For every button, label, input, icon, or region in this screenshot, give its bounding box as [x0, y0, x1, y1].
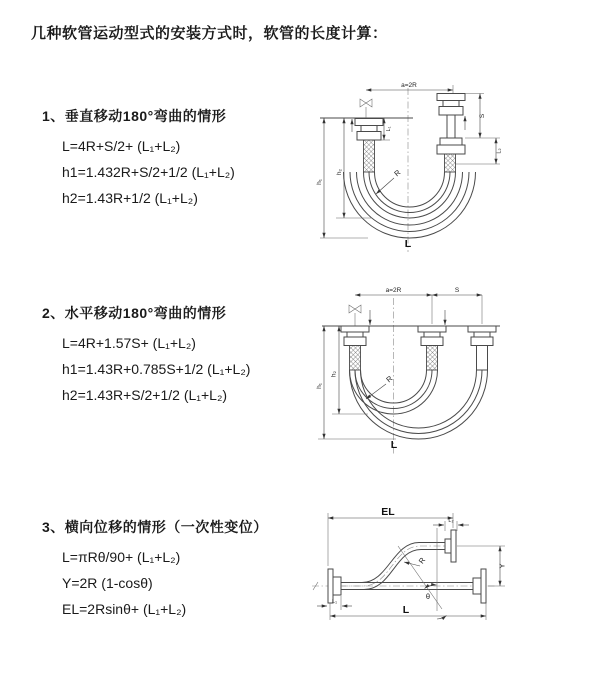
diagram-horizontal-180-bend — [308, 282, 600, 462]
diagram-vertical-180-bend — [310, 72, 590, 257]
dim-s — [432, 287, 482, 295]
dim-label-s: S — [454, 287, 460, 294]
braided-hose-section — [350, 346, 361, 371]
formula-h2: h2=1.43R+S/2+1/2 (L₁+L₂) — [62, 387, 228, 403]
radius-label: R — [384, 373, 395, 385]
right-flanged-pipe — [468, 326, 496, 370]
dim-label-h1: h₁ — [316, 383, 323, 389]
dim-label-l1: L₁ — [332, 599, 337, 605]
formula-length: L=4R+1.57S+ (L₁+L₂) — [62, 335, 196, 351]
dim-label-h2: h₂ — [330, 370, 338, 378]
section-3-formulas — [62, 544, 317, 622]
hose-u-bend-position-2 — [344, 172, 476, 238]
section-vertical-180 — [42, 106, 317, 211]
dim-el — [328, 506, 453, 566]
dim-label-s: S — [479, 113, 486, 119]
dim-s — [465, 94, 500, 139]
formula-length: L=4R+S/2+ (L₁+L₂) — [62, 138, 181, 154]
diagram-lateral-displacement — [300, 498, 600, 663]
left-flanged-pipe — [341, 326, 369, 370]
angle-label: θ — [425, 592, 431, 601]
dim-label-el: EL — [381, 506, 395, 518]
section-lateral-displacement — [42, 517, 317, 622]
dim-l1 — [317, 596, 352, 610]
formula-h1: h1=1.43R+0.785S+1/2 (L₁+L₂) — [62, 361, 251, 377]
section-3-heading: 3、横向位移的情形（一次性变位） — [42, 519, 268, 535]
formula-h2: h2=1.43R+1/2 (L₁+L₂) — [62, 190, 198, 206]
dim-span-2r — [355, 287, 482, 324]
radius-leader — [404, 555, 428, 566]
right-flange-displaced-position — [445, 530, 456, 562]
formula-el: EL=2Rsinθ+ (L₁+L₂) — [62, 601, 187, 617]
braided-hose-section — [427, 346, 438, 371]
length-label: L — [390, 439, 398, 451]
section-1-formulas — [62, 133, 317, 211]
valve-symbol-icon — [349, 305, 361, 326]
section-1-heading: 1、垂直移动180°弯曲的情形 — [42, 108, 227, 124]
right-flange-original-position — [473, 569, 486, 603]
left-flange — [328, 569, 341, 603]
dim-l2 — [433, 518, 469, 531]
radius-leader — [376, 168, 403, 194]
radius-leader — [366, 374, 395, 399]
dim-label-l2: L₂ — [496, 148, 503, 154]
formula-length: L=πRθ/90+ (L₁+L₂) — [62, 549, 181, 565]
hose-u-bend-position-2 — [350, 370, 488, 439]
valve-symbol-icon — [360, 99, 372, 118]
radius-label: R — [392, 167, 403, 179]
movement-arrows — [370, 310, 445, 325]
braided-hose-section — [364, 140, 375, 172]
dim-label-a2r: a=2R — [401, 82, 417, 89]
section-2-formulas — [62, 330, 317, 408]
dim-label-h2: h₂ — [336, 168, 343, 176]
section-horizontal-180 — [42, 303, 317, 408]
length-label: L — [404, 238, 412, 250]
left-flanged-pipe — [355, 119, 383, 173]
dim-label-h1: h₁ — [316, 179, 323, 185]
formula-y: Y=2R (1-cosθ) — [62, 575, 153, 591]
page-title: 几种软管运动型式的安装方式时，软管的长度计算： — [31, 25, 388, 42]
dim-label-l1: L₁ — [386, 126, 392, 132]
dim-l — [330, 603, 486, 620]
braided-hose-section — [445, 154, 456, 172]
right-flanged-pipe — [437, 94, 465, 173]
middle-flanged-pipe — [418, 326, 446, 370]
section-2-heading: 2、水平移动180°弯曲的情形 — [42, 305, 227, 321]
dim-label-y: Y — [497, 563, 507, 569]
hose-u-bend-position-1 — [364, 172, 456, 218]
length-label: L — [402, 604, 410, 616]
formula-h1: h1=1.432R+S/2+1/2 (L₁+L₂) — [62, 164, 235, 180]
radius-label: R — [416, 555, 428, 566]
dim-label-a2r: a=2R — [385, 287, 402, 294]
dim-label-l2: L₂ — [448, 518, 454, 524]
